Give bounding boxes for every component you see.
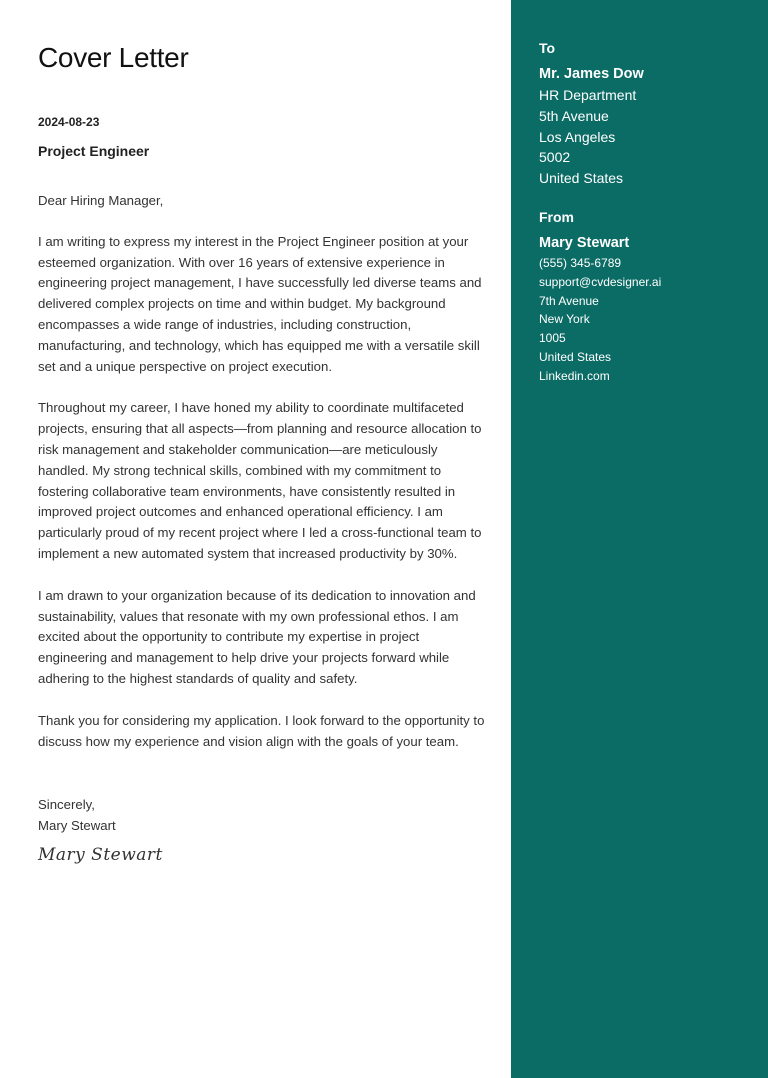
recipient-block: [539, 40, 748, 189]
position-title: Project Engineer: [38, 143, 150, 159]
recipient-name: Mr. James Dow: [539, 66, 644, 82]
from-heading: From: [539, 208, 574, 225]
sender-block: [539, 209, 748, 386]
recipient-street: 5th Avenue: [539, 107, 609, 124]
sender-name: Mary Stewart: [539, 234, 630, 251]
recipient-department: HR Department: [539, 87, 637, 103]
salutation: Dear Hiring Manager,: [38, 193, 164, 208]
sender-city: New York: [539, 312, 590, 327]
letter-title: Cover Letter: [38, 42, 189, 73]
sender-email: support@cvdesigner.ai: [539, 274, 662, 289]
letter-body: [38, 191, 488, 773]
recipient-postal-code: 5002: [539, 149, 571, 166]
closing-name: Mary Stewart: [38, 817, 116, 833]
to-heading: To: [539, 40, 556, 56]
closing-block: [38, 795, 116, 837]
letter-date: 2024-08-23: [38, 115, 100, 129]
body-paragraph-4: Thank you for considering my application. I look forward to the opportunity to discuss how my experience and vision align with the goals of your team.: [38, 712, 485, 749]
sender-street: 7th Avenue: [539, 293, 599, 308]
recipient-city: Los Angeles: [539, 128, 616, 145]
sender-postal-code: 1005: [539, 331, 566, 346]
body-paragraph-2: Throughout my career, I have honed my ability to coordinate multifaceted projects, ensuring that all aspects—from planning and resource allocation to risk management and stakeholder communication—are meticulously handled. My strong technical skills, combined with my commitment to fostering collaborative team environments, have consistently resulted in improved project outcomes and enhanced operational efficiency. I am particularly proud of my recent project where I led a cross-functional team to implement a new automated system that increased productivity by 30%.: [38, 400, 482, 561]
sender-phone: (555) 345-6789: [539, 255, 622, 270]
body-paragraph-1: I am writing to express my interest in the Project Engineer position at your esteemed organization. With over 16 years of extensive experience in engineering project management, I have successfully led diverse teams and delivered complex projects on time and within budget. My background encompasses a wide range of industries, including construction, manufacturing, and technology, which has equipped me with a versatile skill set and a unique perspective on project execution.: [38, 233, 482, 374]
body-paragraph-3: I am drawn to your organization because of its dedication to innovation and sustainability, values that resonate with my own professional ethos. I am excited about the opportunity to contribute my expertise in project engineering and management to help drive your projects forward while adhering to the highest standards of quality and safety.: [38, 587, 476, 686]
closing-text: Sincerely,: [38, 797, 95, 812]
sender-country: United States: [539, 349, 612, 364]
recipient-country: United States: [539, 170, 624, 187]
contact-sidebar: [511, 0, 768, 1078]
sender-linkedin: Linkedin.com: [539, 368, 610, 383]
handwritten-signature: Mary Stewart: [38, 845, 163, 865]
